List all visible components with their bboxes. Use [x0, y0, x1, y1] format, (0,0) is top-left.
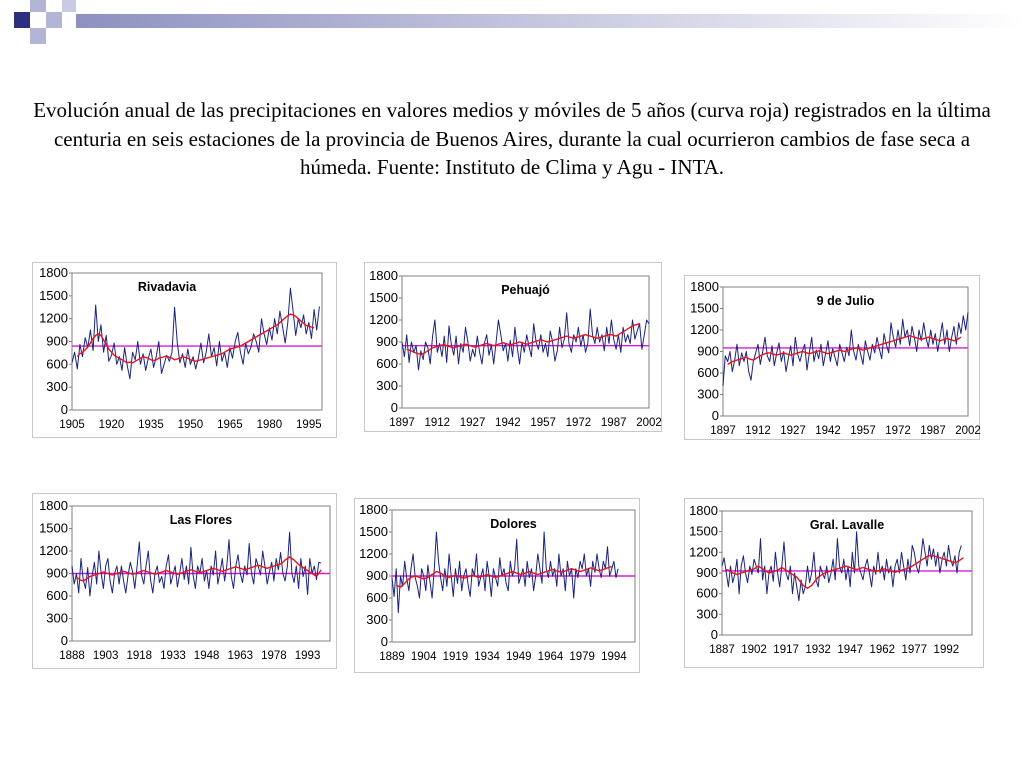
- y-tick-label: 1500: [359, 524, 388, 539]
- x-tick-label: 1965: [217, 419, 243, 431]
- x-tick-label: 1987: [920, 425, 946, 437]
- y-tick-label: 1200: [689, 544, 718, 560]
- deco-square-light: [46, 12, 62, 28]
- y-tick-label: 1500: [690, 300, 719, 316]
- x-tick-label: 2002: [636, 417, 662, 429]
- y-tick-label: 300: [376, 378, 398, 393]
- y-tick-label: 1800: [690, 279, 719, 294]
- y-tick-label: 0: [711, 408, 719, 423]
- x-tick-label: 1927: [459, 417, 486, 429]
- y-tick-label: 1500: [39, 287, 68, 303]
- x-tick-label: 1947: [837, 644, 864, 656]
- x-tick-label: 1903: [92, 650, 119, 662]
- x-tick-label: 1964: [537, 651, 564, 663]
- y-tick-label: 300: [697, 386, 719, 402]
- x-tick-label: 1942: [495, 417, 521, 429]
- y-tick-label: 0: [390, 400, 398, 415]
- y-tick-label: 0: [60, 402, 68, 417]
- x-tick-label: 1888: [59, 650, 85, 662]
- x-tick-label: 1972: [565, 417, 592, 429]
- x-tick-label: 2002: [955, 425, 981, 437]
- chart-svg: [684, 275, 980, 440]
- x-tick-label: 1980: [256, 419, 283, 431]
- chart-svg: [684, 498, 984, 668]
- chart-title: Dolores: [490, 517, 537, 531]
- x-tick-label: 1905: [59, 419, 85, 431]
- y-tick-label: 600: [697, 365, 719, 380]
- x-tick-label: 1902: [741, 644, 767, 656]
- x-tick-label: 1994: [601, 651, 627, 663]
- chart-rivadavia: [32, 262, 337, 438]
- x-tick-label: 1979: [569, 651, 595, 663]
- chart-9-de-julio: [684, 275, 980, 440]
- chart-svg: [354, 498, 640, 673]
- chart-dolores: [354, 498, 640, 673]
- x-tick-label: 1995: [296, 419, 322, 431]
- x-tick-label: 1978: [261, 650, 287, 662]
- x-tick-label: 1889: [379, 651, 405, 663]
- deco-gradient-bar: [76, 14, 1024, 28]
- x-tick-label: 1972: [885, 425, 911, 437]
- y-tick-label: 300: [46, 610, 68, 626]
- x-tick-label: 1897: [389, 417, 415, 429]
- chart-svg: [364, 262, 662, 432]
- y-tick-label: 900: [696, 565, 718, 580]
- y-tick-label: 0: [380, 634, 388, 649]
- y-tick-label: 1500: [369, 290, 398, 305]
- y-tick-label: 1800: [39, 498, 68, 513]
- x-tick-label: 1912: [424, 417, 451, 429]
- x-tick-label: 1918: [126, 650, 153, 662]
- y-tick-label: 900: [697, 343, 719, 359]
- y-tick-label: 300: [366, 612, 388, 627]
- x-tick-label: 1920: [98, 419, 125, 431]
- y-tick-label: 900: [366, 568, 388, 583]
- y-tick-label: 1200: [690, 322, 719, 337]
- x-tick-label: 1987: [600, 417, 627, 429]
- x-tick-label: 1949: [505, 651, 532, 663]
- x-tick-label: 1933: [160, 650, 186, 662]
- chart-title: Rivadavia: [137, 280, 197, 294]
- chart-title: Pehuajó: [501, 283, 550, 297]
- y-tick-label: 1200: [369, 312, 398, 327]
- y-tick-label: 1800: [359, 502, 388, 517]
- deco-square-light: [30, 28, 46, 44]
- y-tick-label: 1800: [39, 265, 68, 280]
- x-tick-label: 1957: [530, 417, 556, 429]
- x-tick-label: 1912: [745, 425, 771, 437]
- chart-pehuajo: [364, 262, 662, 432]
- deco-square-light: [62, 0, 76, 12]
- chart-las-flores: [32, 493, 337, 669]
- x-tick-label: 1963: [227, 650, 254, 662]
- x-tick-label: 1897: [710, 425, 736, 437]
- y-tick-label: 1500: [39, 520, 68, 536]
- deco-square-light: [30, 0, 46, 12]
- x-tick-label: 1932: [805, 644, 831, 656]
- deco-square-dark: [14, 12, 30, 28]
- y-tick-label: 300: [46, 379, 68, 395]
- x-tick-label: 1948: [193, 650, 220, 662]
- y-tick-label: 900: [376, 334, 398, 349]
- x-tick-label: 1942: [815, 425, 841, 437]
- x-tick-label: 1962: [869, 644, 896, 656]
- chart-title: 9 de Julio: [816, 294, 875, 308]
- y-tick-label: 300: [696, 606, 718, 622]
- x-tick-label: 1993: [294, 650, 321, 662]
- y-tick-label: 0: [60, 633, 68, 648]
- slide-caption: Evolución anual de las precipitaciones en valores medios y móviles de 5 años (curva roja) registrados en la última centuria en seis estaciones de la provincia de Buenos Aires, durante la cual ocurrieron cambios de fase seca a húmeda. Fuente: Instituto de Clima y Agu - INTA.: [33, 98, 991, 179]
- x-tick-label: 1917: [773, 644, 799, 656]
- x-tick-label: 1935: [138, 419, 164, 431]
- y-tick-label: 600: [46, 588, 68, 603]
- chart-title: Las Flores: [169, 513, 233, 527]
- y-tick-label: 600: [366, 590, 388, 605]
- y-tick-label: 900: [46, 333, 68, 349]
- x-tick-label: 1919: [442, 651, 469, 663]
- y-tick-label: 0: [710, 627, 718, 642]
- y-tick-label: 600: [696, 585, 718, 601]
- y-tick-label: 1200: [359, 546, 388, 561]
- x-tick-label: 1927: [780, 425, 806, 437]
- y-tick-label: 900: [46, 565, 68, 581]
- x-tick-label: 1992: [933, 644, 960, 656]
- x-tick-label: 1904: [410, 651, 437, 663]
- chart-gral-lavalle: [684, 498, 984, 668]
- chart-svg: [32, 262, 337, 438]
- y-tick-label: 1200: [39, 310, 68, 326]
- x-tick-label: 1957: [850, 425, 876, 437]
- y-tick-label: 600: [46, 356, 68, 372]
- y-tick-label: 1500: [689, 523, 718, 539]
- y-tick-label: 600: [376, 356, 398, 371]
- y-tick-label: 1200: [39, 543, 68, 558]
- y-tick-label: 1800: [369, 268, 398, 283]
- x-tick-label: 1950: [177, 419, 204, 431]
- chart-svg: [32, 493, 337, 669]
- y-tick-label: 1800: [689, 503, 718, 518]
- x-tick-label: 1934: [474, 651, 500, 663]
- chart-title: Gral. Lavalle: [809, 518, 885, 532]
- x-tick-label: 1977: [901, 644, 928, 656]
- slide-decoration: [0, 0, 1024, 50]
- x-tick-label: 1887: [709, 644, 735, 656]
